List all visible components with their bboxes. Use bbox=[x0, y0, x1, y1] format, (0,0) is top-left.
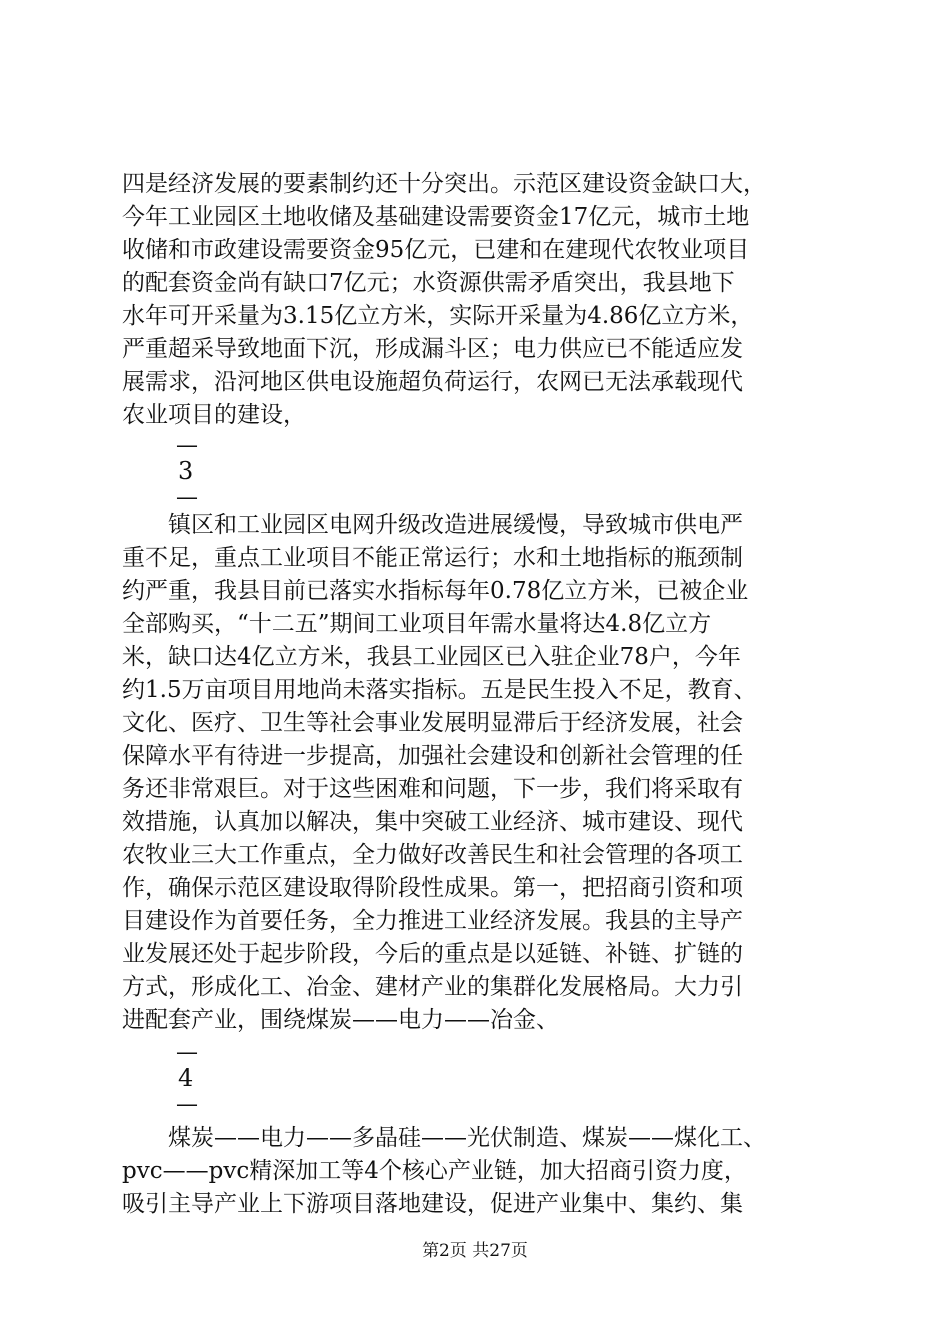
text-line: 全部购买，“十二五”期间工业项目年需水量将达4.8亿立方 bbox=[122, 611, 712, 637]
text-line: 煤炭——电力——多晶硅——光伏制造、煤炭——煤化工、 bbox=[122, 1125, 766, 1151]
text-line: 的配套资金尚有缺口7亿元；水资源供需矛盾突出，我县地下 bbox=[122, 270, 735, 296]
page-marker-dash-top: — bbox=[176, 1040, 198, 1065]
text-line: 保障水平有待进一步提高，加强社会建设和创新社会管理的任 bbox=[122, 743, 743, 769]
page-marker-number: 4 bbox=[178, 1064, 194, 1092]
text-line: 效措施，认真加以解决，集中突破工业经济、城市建设、现代 bbox=[122, 809, 743, 835]
paragraph-section-3 bbox=[122, 1122, 862, 1221]
text-line: 文化、医疗、卫生等社会事业发展明显滞后于经济发展，社会 bbox=[122, 710, 743, 736]
text-line: 水年可开采量为3.15亿立方米，实际开采量为4.86亿立方米， bbox=[122, 303, 754, 329]
page-marker-number: 3 bbox=[178, 457, 194, 485]
page-marker-dash-bottom: — bbox=[176, 1092, 198, 1117]
text-line: 展需求，沿河地区供电设施超负荷运行，农网已无法承载现代 bbox=[122, 369, 743, 395]
text-line: 农业项目的建设， bbox=[122, 402, 306, 428]
text-line: 务还非常艰巨。对于这些困难和问题，下一步，我们将采取有 bbox=[122, 776, 743, 802]
text-line: 收储和市政建设需要资金95亿元，已建和在建现代农牧业项目 bbox=[122, 237, 750, 263]
text-line: 严重超采导致地面下沉，形成漏斗区；电力供应已不能适应发 bbox=[122, 336, 743, 362]
text-line: 农牧业三大工作重点，全力做好改善民生和社会管理的各项工 bbox=[122, 842, 743, 868]
text-line: 米，缺口达4亿立方米，我县工业园区已入驻企业78户，今年 bbox=[122, 644, 741, 670]
page-marker-dash-bottom: — bbox=[176, 485, 198, 510]
text-line: 目建设作为首要任务，全力推进工业经济发展。我县的主导产 bbox=[122, 908, 743, 934]
text-line: 四是经济发展的要素制约还十分突出。示范区建设资金缺口大， bbox=[122, 171, 766, 197]
text-line: 重不足，重点工业项目不能正常运行；水和土地指标的瓶颈制 bbox=[122, 545, 743, 571]
page-footer: 第2页 共27页 bbox=[422, 1241, 528, 1261]
paragraph-section-1 bbox=[122, 168, 862, 432]
text-line: 约1.5万亩项目用地尚未落实指标。五是民生投入不足，教育、 bbox=[122, 677, 757, 703]
text-line: 作，确保示范区建设取得阶段性成果。第一，把招商引资和项 bbox=[122, 875, 743, 901]
text-line: pvc——pvc精深加工等4个核心产业链，加大招商引资力度， bbox=[122, 1158, 747, 1184]
text-line: 吸引主导产业上下游项目落地建设，促进产业集中、集约、集 bbox=[122, 1191, 743, 1217]
text-line: 约严重，我县目前已落实水指标每年0.78亿立方米，已被企业 bbox=[122, 578, 749, 604]
text-line: 方式，形成化工、冶金、建材产业的集群化发展格局。大力引 bbox=[122, 974, 743, 1000]
text-line: 镇区和工业园区电网升级改造进展缓慢，导致城市供电严 bbox=[122, 512, 743, 538]
text-line: 业发展还处于起步阶段，今后的重点是以延链、补链、扩链的 bbox=[122, 941, 743, 967]
text-line: 今年工业园区土地收储及基础建设需要资金17亿元，城市土地 bbox=[122, 204, 750, 230]
paragraph-section-2 bbox=[122, 509, 862, 1037]
text-line: 进配套产业，围绕煤炭——电力——冶金、 bbox=[122, 1007, 559, 1033]
page-marker-dash-top: — bbox=[176, 433, 198, 458]
